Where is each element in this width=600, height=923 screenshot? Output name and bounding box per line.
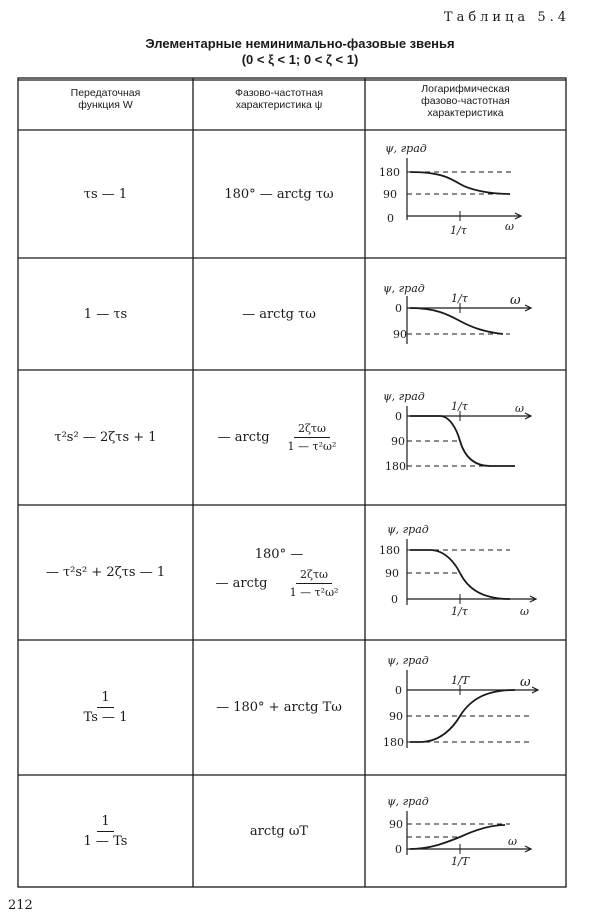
plot-tick-label: 180 — [383, 736, 404, 749]
plot-wlabel: ω — [520, 675, 531, 690]
phase-plot — [365, 130, 566, 258]
transfer-function: — τ²s² + 2ζτs — 1 — [45, 565, 166, 580]
plot-tick-label: 90 — [383, 188, 397, 201]
plot-wlabel: ω — [510, 293, 521, 308]
plot-tick-label: 0 — [395, 302, 402, 315]
header-log-phase-characteristic: Логарифмическая фазово-частотная характеристика — [421, 83, 510, 119]
header-phase-characteristic: Фазово-частотная характеристика ψ — [234, 87, 324, 111]
table-label: Таблица 5.4 — [443, 10, 570, 25]
plot-tick-label: 90 — [385, 567, 399, 580]
table-title: Элементарные неминимально-фазовые звенья — [145, 36, 455, 51]
plot-ylabel: ψ, град — [383, 282, 425, 295]
plot-xlabel: 1/τ — [450, 224, 467, 237]
transfer-function: 1 — τs — [83, 306, 128, 322]
plot-xlabel: 1/T — [451, 674, 470, 687]
phase-plot — [365, 258, 566, 370]
header-transfer-function: Передаточная функция W — [70, 87, 141, 111]
transfer-function: τs — 1 — [83, 186, 128, 202]
plot-xlabel: 1/τ — [451, 292, 468, 305]
plot-tick-label: 180 — [379, 544, 400, 557]
plot-xlabel: 1/τ — [451, 605, 468, 618]
transfer-function: $\frac{1}{1 — Ts}$ — [83, 813, 128, 849]
plot-tick-label: 90 — [389, 710, 403, 723]
transfer-function: τ²s² — 2ζτs + 1 — [54, 430, 157, 445]
phase-formula: — 180° + arctg Tω — [216, 700, 342, 715]
phase-plot — [365, 640, 566, 775]
phase-formula: 180° — — arctg $\frac{\text{2ζτω}}{\text{1 — τ²ω²}}$ — [215, 546, 339, 599]
phase-plot — [365, 370, 566, 505]
plot-tick-label: 180 — [385, 460, 406, 473]
plot-wlabel: ω — [508, 835, 517, 848]
phase-formula: — arctg τω — [242, 306, 316, 322]
plot-tick-label: 0 — [395, 684, 402, 697]
plot-ylabel: ψ, град — [387, 795, 429, 808]
table-subtitle: (0 < ξ < 1; 0 < ζ < 1) — [241, 52, 359, 67]
plot-ylabel: ψ, град — [383, 390, 425, 403]
plot-tick-label: 90 — [393, 328, 407, 341]
plot-tick-label: 0 — [395, 843, 402, 856]
plot-tick-label: 90 — [389, 818, 403, 831]
plot-ylabel: ψ, град — [385, 142, 427, 155]
page-number: 212 — [8, 898, 33, 913]
plot-xlabel: 1/T — [451, 855, 470, 868]
plot-tick-label: 90 — [391, 435, 405, 448]
phase-formula: — arctg $\frac{\text{2ζτω}}{\text{1 — τ²ω²}}$ — [217, 422, 337, 453]
phase-formula: 180° — arctg τω — [224, 186, 334, 202]
transfer-function: $\frac{1}{Ts — 1}$ — [83, 690, 128, 725]
plot-tick-label: 0 — [387, 212, 394, 225]
plot-wlabel: ω — [505, 220, 514, 233]
plot-wlabel: ω — [515, 402, 524, 415]
plot-xlabel: 1/τ — [451, 400, 468, 413]
plot-wlabel: ω — [520, 605, 529, 618]
phase-formula: arctg ωT — [249, 823, 309, 839]
plot-tick-label: 0 — [391, 593, 398, 606]
phase-plot — [365, 775, 566, 887]
plot-tick-label: 180 — [379, 166, 400, 179]
plot-ylabel: ψ, град — [387, 654, 429, 667]
plot-tick-label: 0 — [395, 410, 402, 423]
phase-plot — [365, 505, 566, 640]
plot-ylabel: ψ, град — [387, 523, 429, 536]
